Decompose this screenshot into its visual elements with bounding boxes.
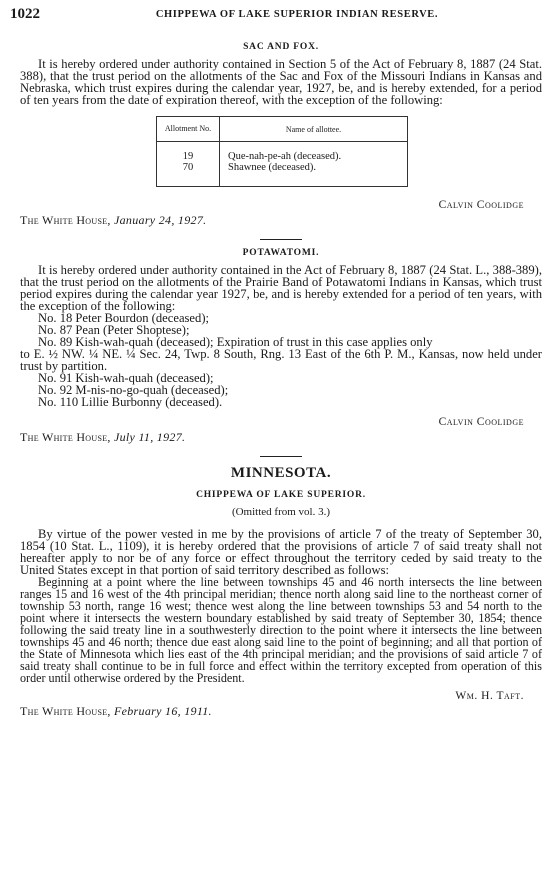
- omitted-note: (Omitted from vol. 3.): [231, 506, 331, 518]
- list-item-continuation: to E. ½ NW. ¼ NE. ¼ Sec. 24, Twp. 8 South, Rng. 13 East of the 6th P. M., Kansas, now held under trust by partition.: [20, 347, 542, 373]
- list-item: No. 110 Lillie Burbonny (deceased).: [38, 395, 223, 409]
- page-content: [20, 36, 542, 716]
- column-header-allottee-name: Name of allottee.: [285, 124, 342, 134]
- list-item: No. 89 Kish-wah-quah (deceased); Expiration of trust in this case applies only: [38, 335, 433, 349]
- section-heading-sac-fox: SAC AND FOX.: [243, 42, 319, 52]
- section-heading-chippewa: CHIPPEWA OF LAKE SUPERIOR.: [196, 490, 366, 500]
- allotment-table-header: [157, 117, 407, 142]
- table-row-number: 70: [182, 162, 194, 173]
- signer-name: Calvin Coolidge: [438, 199, 524, 211]
- sac-fox-order-paragraph: It is hereby ordered under authority contained in Section 5 of the Act of February 8, 1887 (24 Stat. 388), that the trust period on the allotments of the Sac and Fox of the Missouri Indians in Kansas and Nebraska, which trust expires during the calendar year, 1927, be, and is hereby extended, for a period of ten years from the date of expiration thereof, with the exception of the following:: [20, 57, 542, 107]
- list-item: No. 92 M-nis-no-go-quah (deceased);: [38, 383, 229, 397]
- signer-name: Wm. H. Taft.: [455, 690, 524, 702]
- minnesota-order-paragraph: By virtue of the power vested in me by the provisions of article 7 of the treaty of September 30, 1854 (10 Stat. L., 1109), it is hereby ordered that the provisions of article 7 of said treaty shall not hereafter apply to nor be of any force or effect throughout the territory ceded by said treaty to the United States except in that portion of said territory described as follows:: [20, 527, 542, 577]
- page-header: [10, 6, 544, 26]
- signer-name: Calvin Coolidge: [438, 416, 524, 428]
- state-heading-minnesota: MINNESOTA.: [230, 465, 332, 481]
- signature-block-potawatomi: [20, 416, 542, 446]
- place: The White House,: [20, 213, 111, 227]
- allotment-table: [156, 116, 408, 187]
- allotment-numbers-cell: [157, 142, 220, 186]
- table-row-name: Shawnee (deceased).: [228, 162, 317, 173]
- table-row-number: 19: [182, 151, 194, 162]
- minnesota-boundary-paragraph: Beginning at a point where the line between townships 45 and 46 north intersects the line between ranges 15 and 16 west of the 4th principal meridian; thence north along said line to the northeast corner of township 53 north, range 16 west; thence west along the line between townships 53 and 54 north to the point where it intersects the western boundary established by said treaty of September 30, 1854; thence following the said treaty line in a southwesterly direction to the point where it intersects the line between townships 45 and 46 north; thence due east along said line to the point of beginning; and all that portion of the State of Minnesota which lies east of the 4th principal meridian; and the provisions of said article 7 of said treaty shall continue to be in full force and effect within the territory excepted from operation of this order until otherwise ordered by the President.: [20, 575, 542, 685]
- allottee-names-cell: [220, 142, 407, 186]
- section-heading-potawatomi: POTAWATOMI.: [242, 248, 320, 258]
- column-header-allotment-no: Allotment No.: [157, 117, 220, 141]
- place-date-line: [20, 213, 206, 228]
- list-item: No. 91 Kish-wah-quah (deceased);: [38, 371, 214, 385]
- section-divider: [260, 456, 302, 457]
- list-item: No. 18 Peter Bourdon (deceased);: [38, 311, 210, 325]
- place-date-line: [20, 704, 212, 719]
- potawatomi-order-paragraph: It is hereby ordered under authority contained in the Act of February 8, 1887 (24 Stat. L., 388-389), that the trust period on the allotments of the Prairie Band of Potawatomi Indians in Kansas, which trust period expires during the calendar year 1927, be, and is hereby extended for a period of ten years, with the exception of the following:: [20, 263, 542, 313]
- signature-block-minnesota: [20, 686, 542, 716]
- list-item: No. 87 Pean (Peter Shoptese);: [38, 323, 190, 337]
- place: The White House,: [20, 430, 111, 444]
- allotment-table-body: [157, 142, 407, 186]
- date: February 16, 1911.: [114, 704, 212, 718]
- running-head: CHIPPEWA OF LAKE SUPERIOR INDIAN RESERVE.: [155, 9, 439, 20]
- place-date-line: [20, 430, 185, 445]
- date: January 24, 1927.: [114, 213, 207, 227]
- page-number: 1022: [10, 6, 40, 22]
- section-divider: [260, 239, 302, 240]
- signature-block-sac-fox: [20, 199, 542, 229]
- table-row-name: Que-nah-pe-ah (deceased).: [228, 151, 342, 162]
- date: July 11, 1927.: [114, 430, 186, 444]
- place: The White House,: [20, 704, 111, 718]
